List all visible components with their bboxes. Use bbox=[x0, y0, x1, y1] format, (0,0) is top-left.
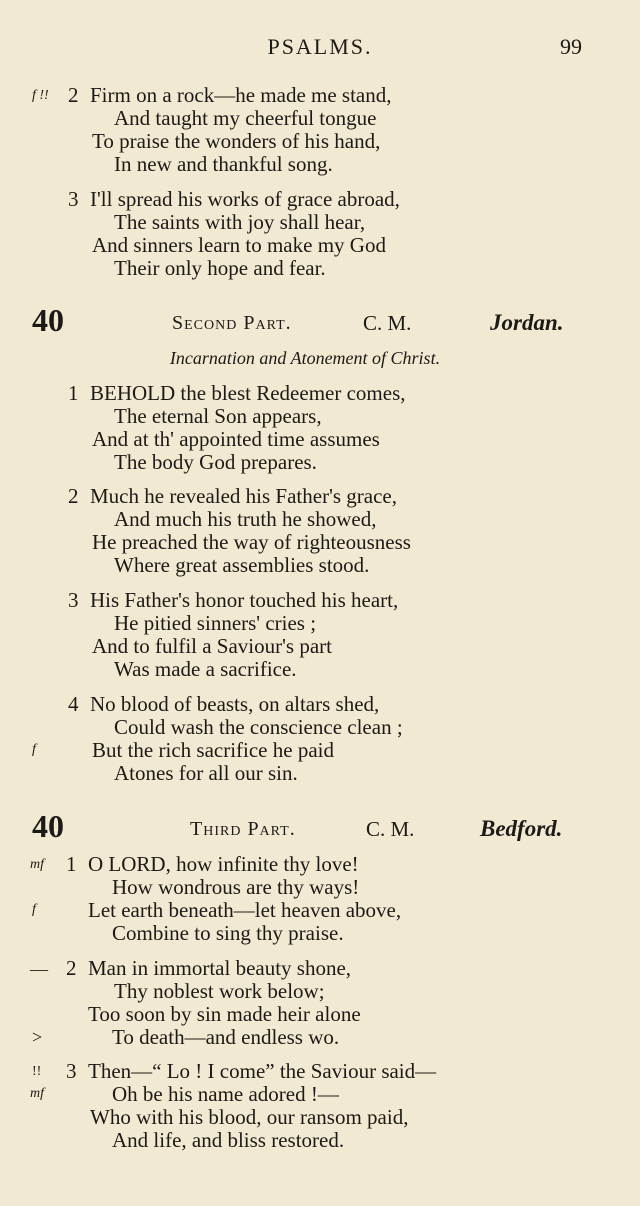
verse-line: And sinners learn to make my God bbox=[92, 233, 386, 257]
dynamic-mark: f !! bbox=[32, 88, 49, 103]
verse-line: Thy noblest work below; bbox=[114, 979, 325, 1003]
meter-label: C. M. bbox=[366, 817, 415, 841]
verse-line: He preached the way of righteousness bbox=[92, 530, 411, 554]
verse-line: To death—and endless wo. bbox=[112, 1025, 340, 1049]
page-number: 99 bbox=[560, 34, 582, 59]
verse-line: And life, and bliss restored. bbox=[112, 1128, 345, 1152]
verse-line: And at th' appointed time assumes bbox=[92, 427, 380, 451]
dynamic-mark: !! bbox=[32, 1064, 42, 1079]
verse-line: Man in immortal beauty shone, bbox=[88, 956, 352, 980]
verse-line: His Father's honor touched his heart, bbox=[90, 588, 399, 612]
verse-line: No blood of beasts, on altars shed, bbox=[90, 692, 380, 716]
verse-line: Was made a sacrifice. bbox=[114, 657, 297, 681]
verse-line: Firm on a rock—he made me stand, bbox=[90, 83, 392, 107]
hymn-subtitle: Incarnation and Atonement of Christ. bbox=[169, 348, 441, 368]
verse-number: 3 bbox=[66, 1059, 77, 1083]
hymn-number: 40 bbox=[32, 302, 64, 338]
verse-number: 3 bbox=[68, 588, 79, 612]
verse-line: Let earth beneath—let heaven above, bbox=[88, 898, 402, 922]
verse-line: He pitied sinners' cries ; bbox=[114, 611, 317, 635]
verse-line: Atones for all our sin. bbox=[114, 761, 298, 785]
verse-number: 3 bbox=[68, 187, 79, 211]
verse-number: 2 bbox=[66, 956, 77, 980]
verse-line: Their only hope and fear. bbox=[114, 256, 326, 280]
dynamic-mark: f bbox=[32, 742, 36, 757]
verse-line: Combine to sing thy praise. bbox=[112, 921, 344, 945]
verse-line: Much he revealed his Father's grace, bbox=[90, 484, 397, 508]
verse-line: The body God prepares. bbox=[114, 450, 317, 474]
verse-line: The eternal Son appears, bbox=[114, 404, 322, 428]
verse-line: Oh be his name adored !— bbox=[112, 1082, 339, 1106]
verse-line: How wondrous are thy ways! bbox=[112, 875, 360, 899]
verse-number: 1 bbox=[66, 852, 77, 876]
verse-number: 2 bbox=[68, 83, 79, 107]
dynamic-mark: — bbox=[30, 959, 48, 979]
verse-line: Where great assemblies stood. bbox=[114, 553, 370, 577]
verse-number: 4 bbox=[68, 692, 79, 716]
running-header: PSALMS. bbox=[267, 34, 373, 59]
verse-line: And to fulfil a Saviour's part bbox=[92, 634, 332, 658]
verse-line: In new and thankful song. bbox=[114, 152, 333, 176]
verse-number: 2 bbox=[68, 484, 79, 508]
verse-line: And taught my cheerful tongue bbox=[114, 106, 377, 130]
verse-line: I'll spread his works of grace abroad, bbox=[90, 187, 400, 211]
verse-line: Too soon by sin made heir alone bbox=[88, 1002, 361, 1026]
verse-line: Then—“ Lo ! I come” the Saviour said— bbox=[88, 1059, 437, 1083]
dynamic-mark: f bbox=[32, 902, 36, 917]
verse-line: Who with his blood, our ransom paid, bbox=[90, 1105, 409, 1129]
dynamic-mark: > bbox=[32, 1027, 43, 1047]
verse-line: And much his truth he showed, bbox=[114, 507, 377, 531]
verse-line: BEHOLD the blest Redeemer comes, bbox=[90, 381, 406, 405]
part-label: Third Part. bbox=[190, 818, 296, 840]
verse-number: 1 bbox=[68, 381, 79, 405]
dynamic-mark: mf bbox=[30, 857, 44, 872]
dynamic-mark: mf bbox=[30, 1086, 44, 1101]
verse-line: Could wash the conscience clean ; bbox=[114, 715, 403, 739]
meter-label: C. M. bbox=[363, 311, 412, 335]
verse-line: But the rich sacrifice he paid bbox=[92, 738, 334, 762]
hymn-number: 40 bbox=[32, 808, 64, 844]
tune-name: Jordan. bbox=[490, 310, 564, 335]
tune-name: Bedford. bbox=[480, 816, 563, 841]
verse-line: To praise the wonders of his hand, bbox=[92, 129, 381, 153]
part-label: Second Part. bbox=[172, 312, 292, 334]
verse-line: O LORD, how infinite thy love! bbox=[88, 852, 359, 876]
verse-line: The saints with joy shall hear, bbox=[114, 210, 366, 234]
